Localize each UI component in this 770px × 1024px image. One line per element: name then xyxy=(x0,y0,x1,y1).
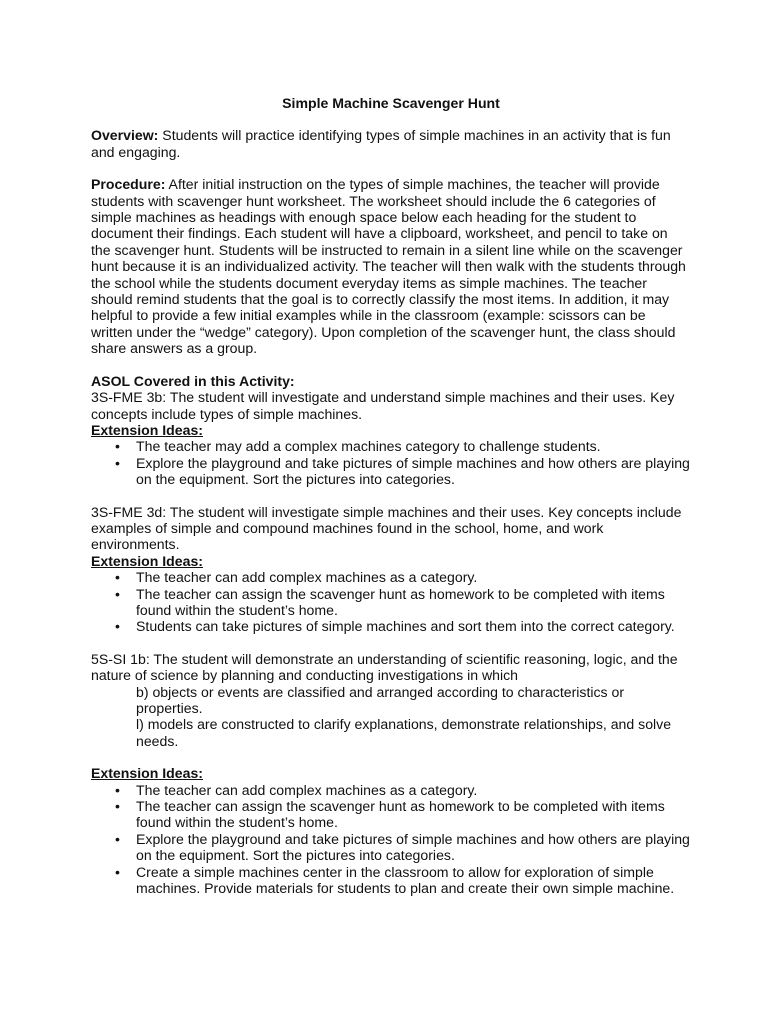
list-item: • Students can take pictures of simple machines and sort them into the correct category. xyxy=(91,618,691,634)
overview-paragraph xyxy=(91,127,691,160)
extension-list-2 xyxy=(91,569,691,635)
standard-3s-fme-3b: 3S-FME 3b: The student will investigate and understand simple machines and their uses. Key concepts include types of simple machines. xyxy=(91,389,675,422)
extension-ideas-label: Extension Ideas: xyxy=(91,552,203,569)
standard-5s-si-1b: 5S-SI 1b: The student will demonstrate an understanding of scientific reasoning, logic, and the nature of science by planning and conducting investigations in which xyxy=(91,650,678,684)
standard-3s-fme-3d: 3S-FME 3d: The student will investigate simple machines and their uses. Key concepts include examples of simple and compound machines found in the school, home, and work environments. xyxy=(91,503,682,553)
spacer xyxy=(91,635,691,651)
list-item: • The teacher can add complex machines as a category. xyxy=(91,782,691,798)
list-item: • The teacher can add complex machines as a category. xyxy=(91,569,691,585)
overview-label: Overview: xyxy=(91,127,159,144)
procedure-text: After initial instruction on the types of simple machines, the teacher will provide students with scavenger hunt worksheet. The worksheet should include the 6 categories of simple machines as headings with enough space below each heading for the student to document their findings. Each student will have a clipboard, worksheet, and pencil to take on the scavenger hunt. Students will be instructed to remain in a silent line while on the scavenger hunt because it is an individualized activity. The teacher will then walk with the students through the school while the students document everyday items as simple machines. The teacher should remind students that the goal is to correctly classify the most items. In addition, it may helpful to provide a few initial examples while in the classroom (example: scissors can be written under the “wedge” category). Upon completion of the scavenger hunt, the class should share answers as a group. xyxy=(91,176,686,357)
extension-list-3 xyxy=(91,782,691,897)
document-title: Simple Machine Scavenger Hunt xyxy=(282,95,500,111)
extension-list-1 xyxy=(91,438,691,487)
list-item: • Create a simple machines center in the classroom to allow for exploration of simple machines. Provide materials for students to plan and create their own simple machine. xyxy=(91,864,691,897)
extension-ideas-label: Extension Ideas: xyxy=(91,421,203,438)
spacer xyxy=(91,749,691,765)
list-item: • The teacher may add a complex machines category to challenge students. xyxy=(91,438,691,454)
extension-ideas-label: Extension Ideas: xyxy=(91,765,203,782)
procedure-label: Procedure: xyxy=(91,176,166,193)
overview-text: Students will practice identifying types of simple machines in an activity that is fun and engaging. xyxy=(91,127,671,160)
asol-heading: ASOL Covered in this Activity: xyxy=(91,372,295,389)
document-page xyxy=(91,95,691,896)
list-item: • The teacher can assign the scavenger hunt as homework to be completed with items found within the student’s home. xyxy=(91,586,691,619)
list-item: • Explore the playground and take pictures of simple machines and how others are playing on the equipment. Sort the pictures into categories. xyxy=(91,831,691,864)
procedure-paragraph xyxy=(91,176,691,356)
spacer xyxy=(91,488,691,504)
sub-point-l: l) models are constructed to clarify explanations, demonstrate relationships, and solve needs. xyxy=(136,716,672,749)
list-item: • Explore the playground and take pictures of simple machines and how others are playing on the equipment. Sort the pictures into categories. xyxy=(91,455,691,488)
sub-point-b: b) objects or events are classified and arranged according to characteristics or properties. xyxy=(136,683,625,716)
list-item: • The teacher can assign the scavenger hunt as homework to be completed with items found within the student’s home. xyxy=(91,798,691,831)
